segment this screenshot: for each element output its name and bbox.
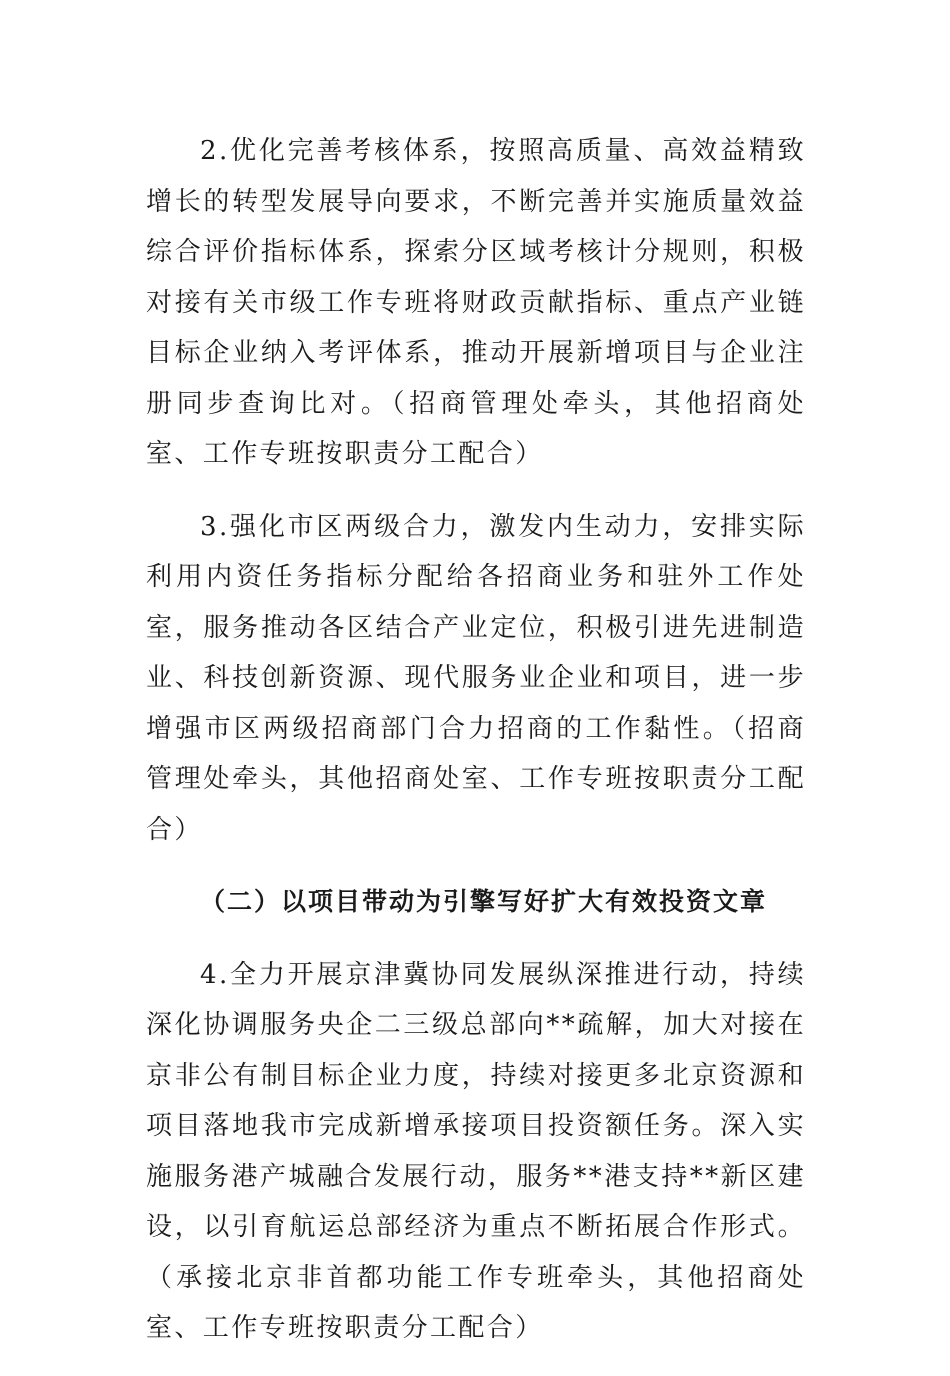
document-body — [146, 126, 806, 1376]
paragraph-item-4: 4.全力开展京津冀协同发展纵深推进行动，持续深化协调服务央企二三级总部向**疏解，加大对接在京非公有制目标企业力度，持续对接更多北京资源和项目落地我市完成新增承接项目投资额任务。深入实施服务港产城融合发展行动，服务**港支持**新区建设，以引育航运总部经济为重点不断拓展合作形式。（承接北京非首都功能工作专班牵头，其他招商处室、工作专班按职责分工配合） — [146, 959, 806, 1343]
section-heading: （二）以项目带动为引擎写好扩大有效投资文章 — [200, 887, 768, 916]
paragraph-item-2: 2.优化完善考核体系，按照高质量、高效益精致增长的转型发展导向要求，不断完善并实施质量效益综合评价指标体系，探索分区域考核计分规则，积极对接有关市级工作专班将财政贡献指标、重点产业链目标企业纳入考评体系，推动开展新增项目与企业注册同步查询比对。（招商管理处牵头，其他招商处室、工作专班按职责分工配合） — [146, 136, 806, 469]
paragraph-item-3: 3.强化市区两级合力，激发内生动力，安排实际利用内资任务指标分配给各招商业务和驻外工作处室，服务推动各区结合产业定位，积极引进先进制造业、科技创新资源、现代服务业企业和项目，进一步增强市区两级招商部门合力招商的工作黏性。（招商管理处牵头，其他招商处室、工作专班按职责分工配合） — [146, 511, 806, 845]
